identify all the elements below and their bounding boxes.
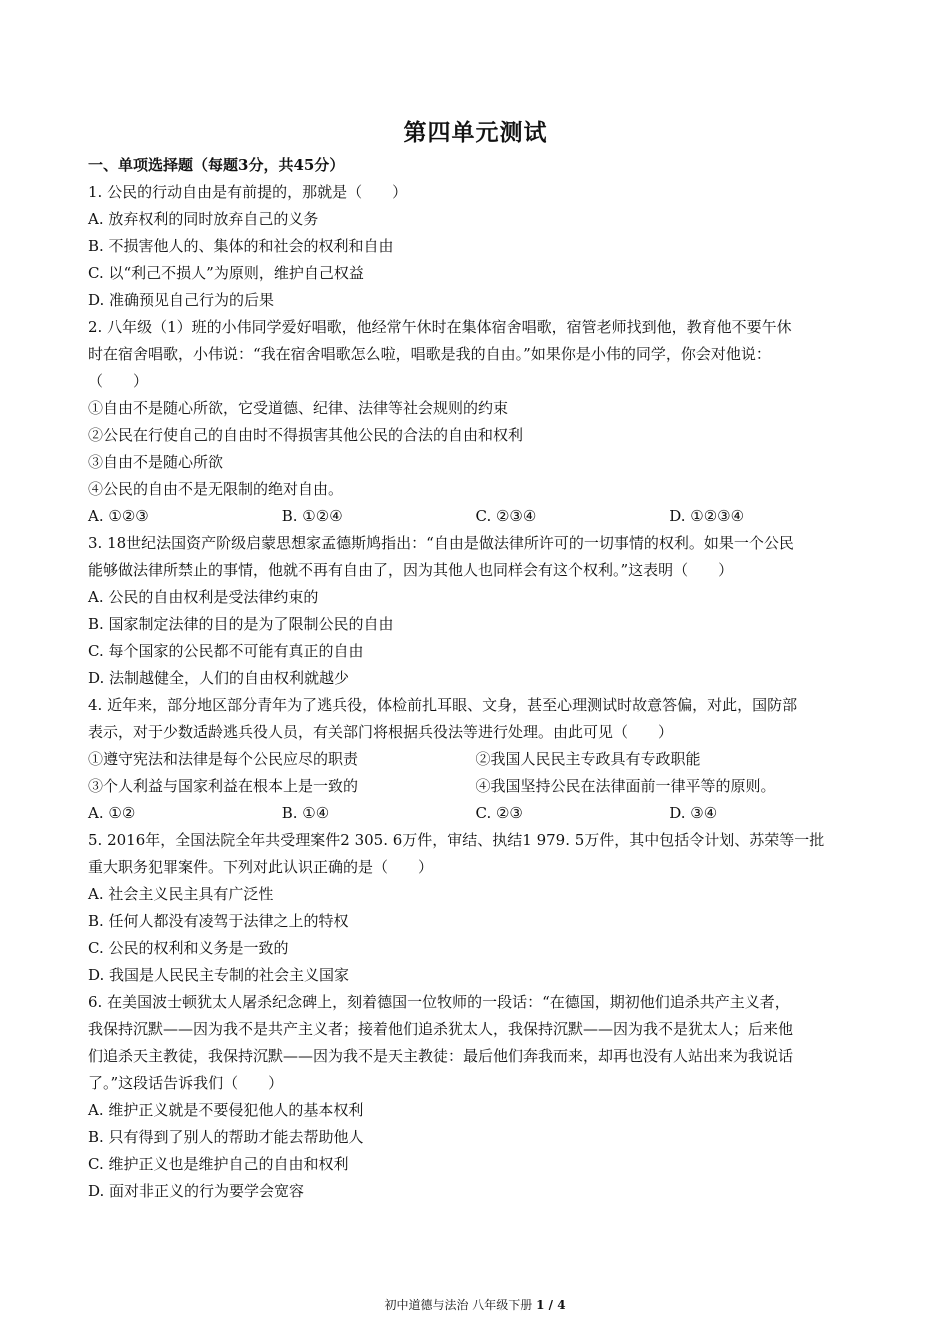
question-stem: 我保持沉默——因为我不是共产主义者；接着他们追杀犹太人，我保持沉默——因为我不是犹太人；后来他 [88,1020,794,1038]
option-b: B. 只有得到了别人的帮助才能去帮助他人 [88,1128,364,1146]
option-a: A. 公民的自由权利是受法律约束的 [88,588,319,606]
option-d: D. 我国是人民民主专制的社会主义国家 [88,966,350,984]
statement-4: ④我国坚持公民在法律面前一律平等的原则。 [475,777,776,795]
statement-2: ②我国人民民主专政具有专政职能 [475,750,701,768]
option-b: B. ①④ [281,804,330,822]
question-6 [88,989,863,1205]
option-c: C. ②③ [475,804,523,822]
option-c: C. 以“利己不损人”为原则，维护自己权益 [88,264,364,282]
question-stem: 们追杀天主教徒，我保持沉默——因为我不是天主教徒：最后他们奔我而来，却再也没有人站出来为我说话 [88,1047,794,1065]
option-b: B. 国家制定法律的目的是为了限制公民的自由 [88,615,394,633]
statement-2: ②公民在行使自己的自由时不得损害其他公民的合法的自由和权利 [88,426,524,444]
option-d: D. 准确预见自己行为的后果 [88,291,275,309]
statement-3: ③个人利益与国家利益在根本上是一致的 [88,777,359,795]
option-b: B. 不损害他人的、集体的和社会的权利和自由 [88,237,394,255]
question-stem: 2. 八年级（1）班的小伟同学爱好唱歌，他经常午休时在集体宿舍唱歌，宿管老师找到他，教育他不要午休 [88,318,792,336]
option-b: B. 任何人都没有凌驾于法律之上的特权 [88,912,349,930]
question-stem: 1. 公民的行动自由是有前提的，那就是（ ） [88,183,408,201]
option-d: D. ③④ [669,804,718,822]
question-stem: （ ） [88,372,149,390]
question-4 [88,692,863,827]
statements-row [88,773,863,800]
question-5 [88,827,863,989]
section-heading: 一、单项选择题（每题3分，共45分） [88,156,345,174]
question-stem: 了。”这段话告诉我们（ ） [88,1074,284,1092]
option-d: D. 面对非正义的行为要学会宽容 [88,1182,305,1200]
page-number: 1 / 4 [536,1298,566,1312]
question-stem: 能够做法律所禁止的事情，他就不再有自由了，因为其他人也同样会有这个权利。”这表明（ ） [88,561,734,579]
option-d: D. ①②③④ [669,507,745,525]
option-c: C. 公民的权利和义务是一致的 [88,939,289,957]
question-stem: 5. 2016年，全国法院全年共受理案件2 305. 6万件，审结、执结1 979. 5万件，其中包括令计划、苏荣等一批 [88,831,825,849]
option-a: A. ①②③ [88,507,149,525]
options-row [88,503,863,530]
question-2 [88,314,863,530]
option-a: A. 放弃权利的同时放弃自己的义务 [88,210,319,228]
footer-text: 初中道德与法治 八年级下册 [384,1298,533,1312]
option-c: C. 维护正义也是维护自己的自由和权利 [88,1155,349,1173]
option-b: B. ①②④ [281,507,343,525]
question-1 [88,179,863,314]
option-c: C. 每个国家的公民都不可能有真正的自由 [88,642,364,660]
question-stem: 4. 近年来，部分地区部分青年为了逃兵役，体检前扎耳眼、文身，甚至心理测试时故意答偏，对此，国防部 [88,696,798,714]
statement-1: ①遵守宪法和法律是每个公民应尽的职责 [88,750,359,768]
option-a: A. 社会主义民主具有广泛性 [88,885,274,903]
question-stem: 3. 18世纪法国资产阶级启蒙思想家孟德斯鸠指出：“自由是做法律所许可的一切事情的权利。如果一个公民 [88,534,794,552]
page-title: 第四单元测试 [403,119,548,146]
statements-row [88,746,863,773]
page-footer [0,1296,950,1313]
options-row [88,800,863,827]
statement-1: ①自由不是随心所欲，它受道德、纪律、法律等社会规则的约束 [88,399,509,417]
statement-4: ④公民的自由不是无限制的绝对自由。 [88,480,344,498]
option-c: C. ②③④ [475,507,537,525]
option-a: A. 维护正义就是不要侵犯他人的基本权利 [88,1101,364,1119]
option-d: D. 法制越健全，人们的自由权利就越少 [88,669,350,687]
question-stem: 表示，对于少数适龄逃兵役人员，有关部门将根据兵役法等进行处理。由此可见（ ） [88,723,674,741]
option-a: A. ①② [88,804,136,822]
question-list [88,152,863,1205]
question-stem: 6. 在美国波士顿犹太人屠杀纪念碑上，刻着德国一位牧师的一段话：“在德国，期初他们追杀共产主义者， [88,993,790,1011]
question-stem: 重大职务犯罪案件。下列对此认识正确的是（ ） [88,858,434,876]
question-stem: 时在宿舍唱歌，小伟说：“我在宿舍唱歌怎么啦，唱歌是我的自由。”如果你是小伟的同学，你会对他说： [88,345,771,363]
statement-3: ③自由不是随心所欲 [88,453,224,471]
question-3 [88,530,863,692]
